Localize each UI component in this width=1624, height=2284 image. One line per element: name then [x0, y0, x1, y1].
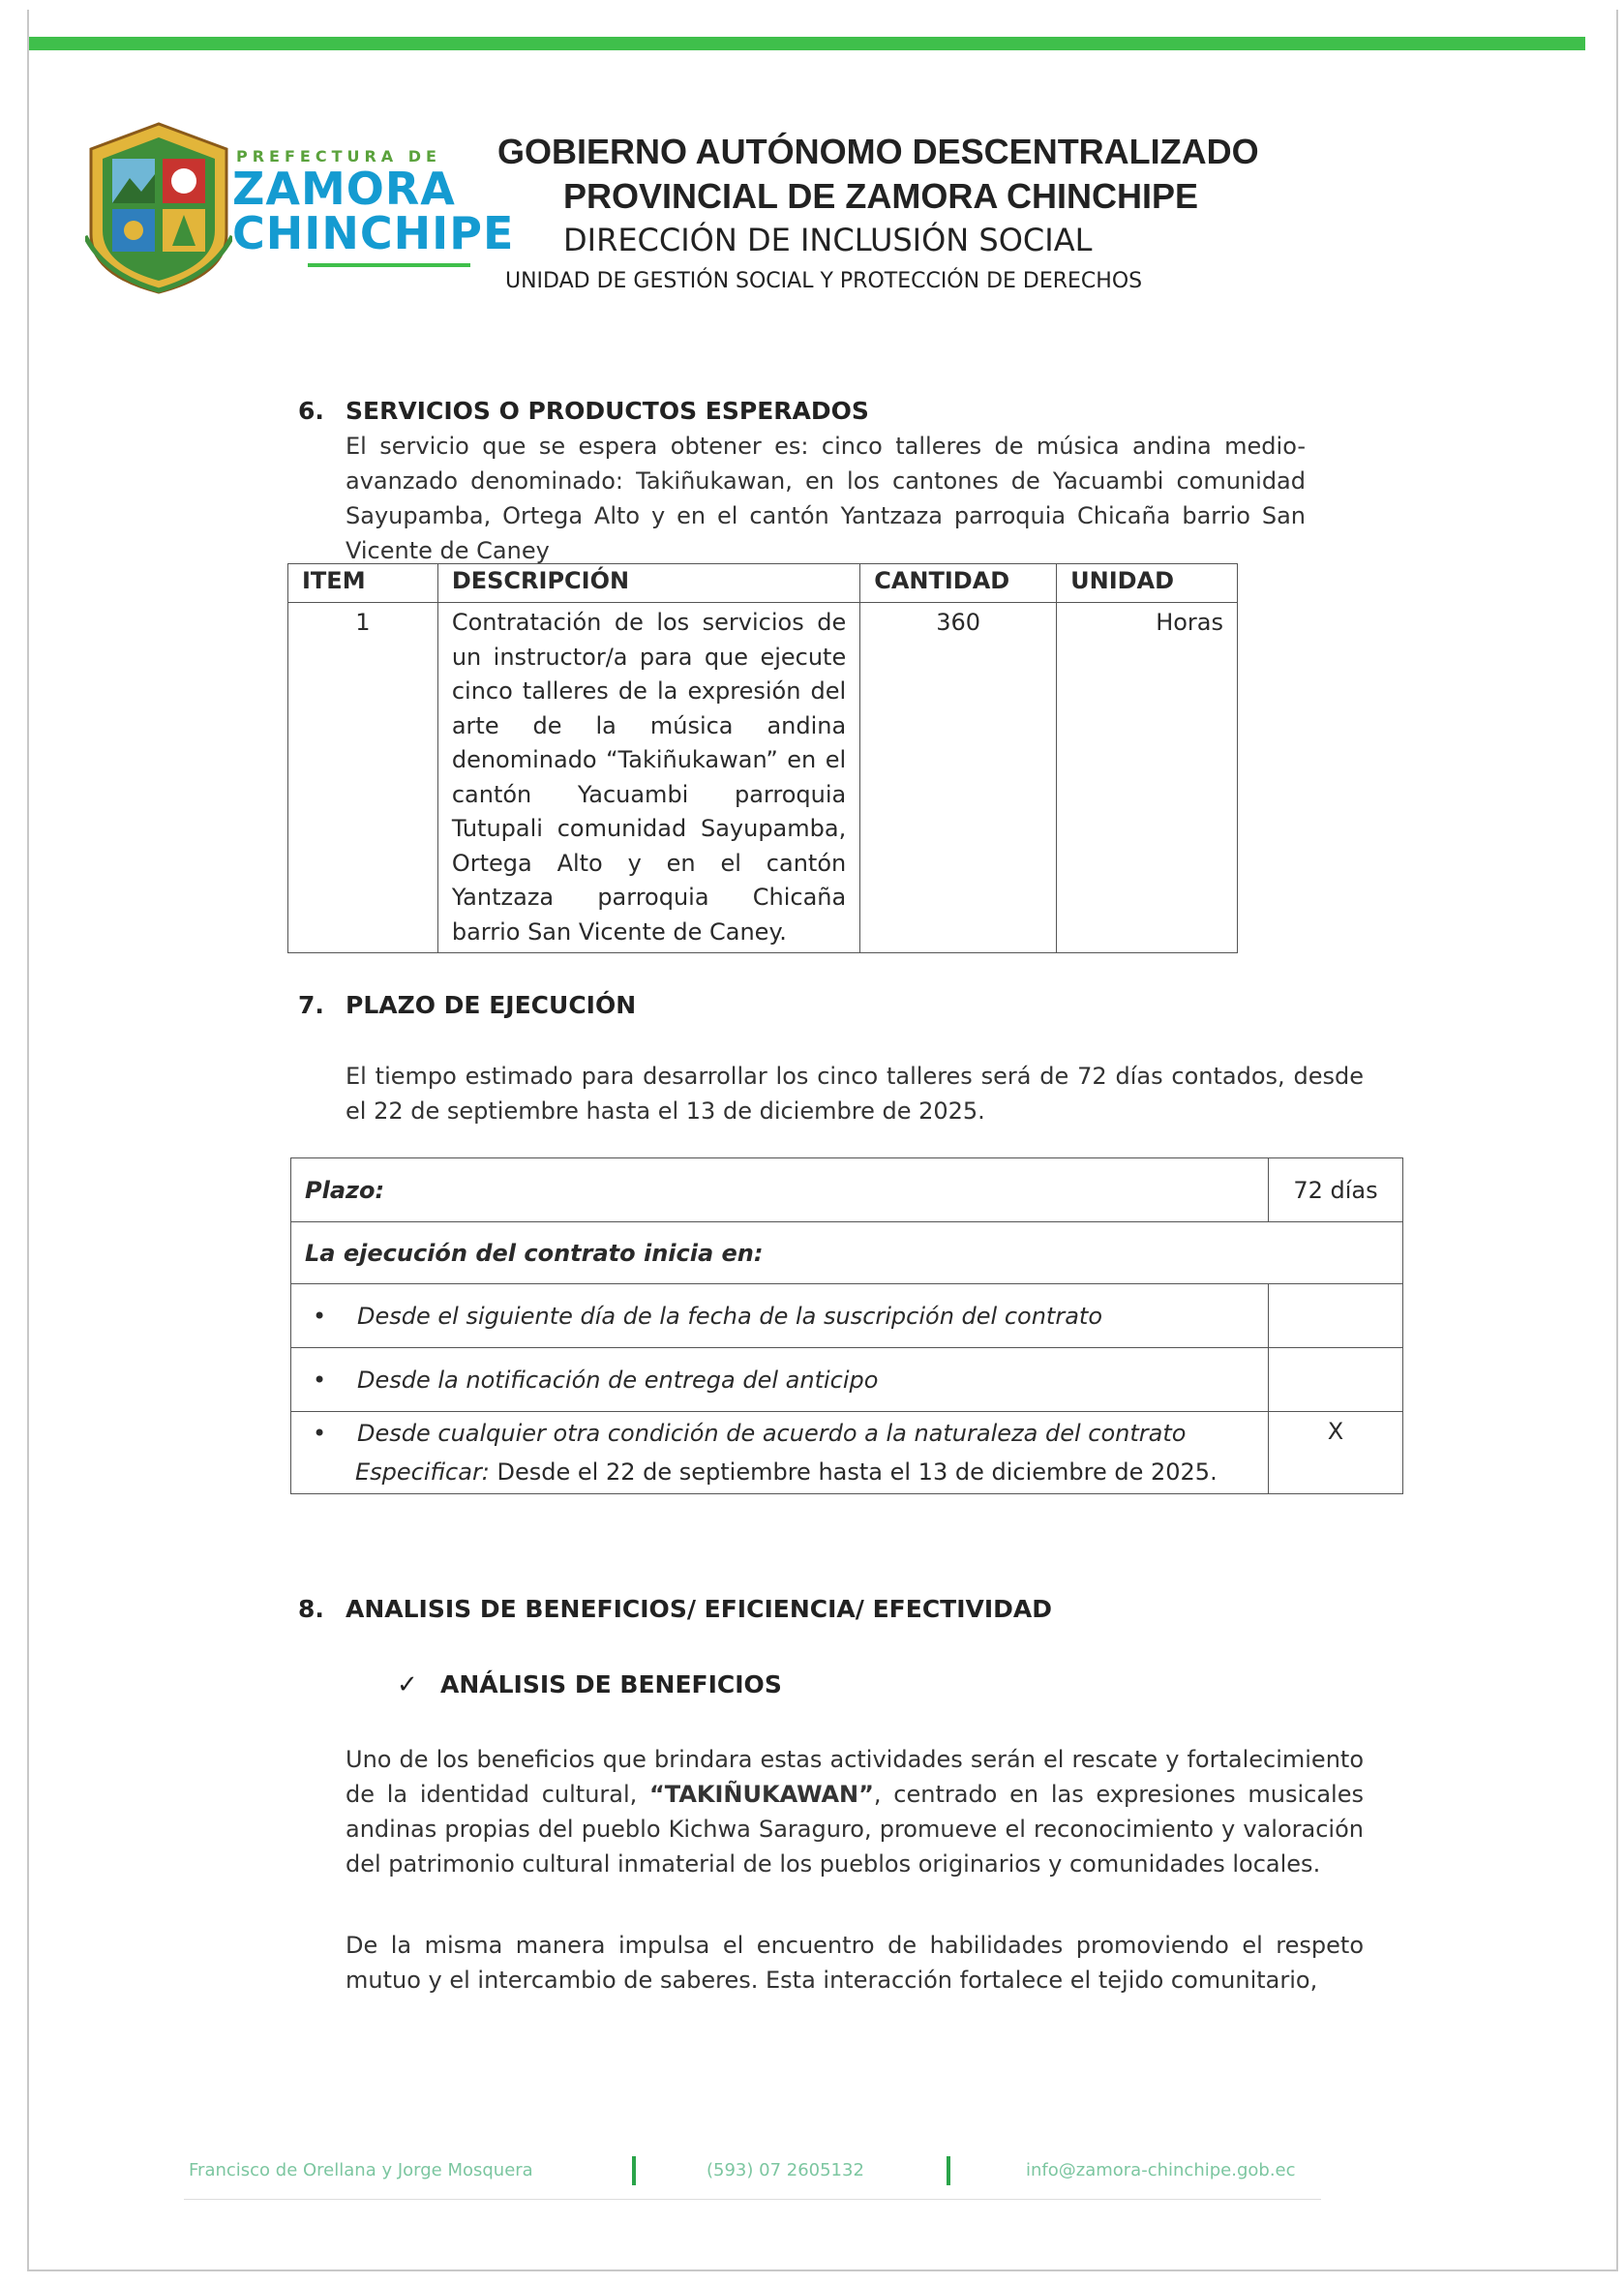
- benefits-p1-end: , centrado en las expresiones musicales andinas propias del pueblo Kichwa Saraguro, promueve el reconocimiento y valoración del patrimonio cultural inmaterial de los pueblos originarios y comunidades locales.: [346, 1781, 1364, 1878]
- bullet-icon: •: [313, 1420, 327, 1447]
- footer-address: Francisco de Orellana y Jorge Mosquera: [189, 2160, 533, 2180]
- option-1-text: Desde el siguiente día de la fecha de la suscripción del contrato: [357, 1302, 1103, 1330]
- option-3: [291, 1412, 1269, 1494]
- section7-title: PLAZO DE EJECUCIÓN: [346, 991, 637, 1019]
- header-title-line4: UNIDAD DE GESTIÓN SOCIAL Y PROTECCIÓN DE DERECHOS: [505, 269, 1143, 293]
- table-row: [288, 603, 1238, 953]
- cell-item: 1: [288, 603, 438, 953]
- header-title-line1: GOBIERNO AUTÓNOMO DESCENTRALIZADO: [497, 132, 1259, 171]
- section8-number: 8.: [298, 1595, 324, 1623]
- option-2-text: Desde la notificación de entrega del anticipo: [357, 1366, 879, 1394]
- brand-underline: [308, 263, 470, 267]
- section6-title: SERVICIOS O PRODUCTOS ESPERADOS: [346, 397, 869, 425]
- option-3-text: Desde cualquier otra condición de acuerdo a la naturaleza del contrato: [357, 1420, 1187, 1447]
- section8-title: ANALISIS DE BENEFICIOS/ EFICIENCIA/ EFECTIVIDAD: [346, 1595, 1053, 1623]
- benefits-paragraph-2: De la misma manera impulsa el encuentro de habilidades promoviendo el respeto mutuo y el intercambio de saberes. Esta interacción fortalece el tejido comunitario,: [346, 1932, 1364, 1994]
- cell-unit: Horas: [1057, 603, 1238, 953]
- footer-separator: [947, 2156, 950, 2185]
- header-description: DESCRIPCIÓN: [437, 564, 859, 603]
- section6-paragraph: El servicio que se espera obtener es: cinco talleres de música andina medio-avanzado denominado: Takiñukawan, en los cantones de Yacuambi comunidad Sayupamba, Ortega Alto y en el cantón Yantzaza parroquia Chicaña barrio San Vicente de Caney: [346, 433, 1306, 564]
- footer-email[interactable]: info@zamora-chinchipe.gob.ec: [1026, 2160, 1296, 2180]
- check-icon: ✓: [397, 1670, 418, 1699]
- header-unit: UNIDAD: [1057, 564, 1238, 603]
- option-1: [291, 1284, 1269, 1348]
- bullet-icon: •: [313, 1366, 327, 1394]
- option-2: [291, 1348, 1269, 1412]
- execution-term-table: [290, 1157, 1403, 1494]
- plazo-label: Plazo:: [291, 1158, 1269, 1222]
- footer-divider: [184, 2199, 1321, 2200]
- benefits-subtitle: ANÁLISIS DE BENEFICIOS: [440, 1670, 782, 1698]
- footer-phone: (593) 07 2605132: [707, 2160, 864, 2180]
- brand-prefix: PREFECTURA DE: [236, 147, 441, 165]
- cell-description: Contratación de los servicios de un instructor/a para que ejecute cinco talleres de la expresión del arte de la música andina denominado “Takiñukawan” en el cantón Yacuambi parroquia Tutupali comunidad Sayupamba, Ortega Alto y en el cantón Yantzaza parroquia Chicaña barrio San Vicente de Caney.: [437, 603, 859, 953]
- section6-number: 6.: [298, 397, 324, 425]
- section7-paragraph: El tiempo estimado para desarrollar los cinco talleres será de 72 días contados, desde el 22 de septiembre hasta el 13 de diciembre de 2025.: [346, 1063, 1364, 1125]
- specify-text: Desde el 22 de septiembre hasta el 13 de diciembre de 2025.: [489, 1458, 1218, 1486]
- bullet-icon: •: [313, 1302, 327, 1330]
- table-row: [291, 1284, 1403, 1348]
- services-table-header: [288, 564, 1238, 603]
- benefits-p1-highlight: “TAKIÑUKAWAN”: [649, 1781, 874, 1808]
- table-row: [291, 1158, 1403, 1222]
- table-row: [291, 1412, 1403, 1494]
- brand-name-line2: CHINCHIPE: [232, 207, 515, 259]
- inicio-label: La ejecución del contrato inicia en:: [291, 1222, 1403, 1284]
- option-3-mark: X: [1269, 1412, 1403, 1494]
- header-item: ITEM: [288, 564, 438, 603]
- footer-separator: [632, 2156, 636, 2185]
- option-1-mark: [1269, 1284, 1403, 1348]
- header-title-line2: PROVINCIAL DE ZAMORA CHINCHIPE: [563, 176, 1199, 216]
- section7-number: 7.: [298, 991, 324, 1019]
- prefecture-crest-logo: [85, 120, 232, 294]
- specify-label: Especificar:: [355, 1458, 490, 1486]
- table-row: [291, 1348, 1403, 1412]
- option-2-mark: [1269, 1348, 1403, 1412]
- services-table: [287, 563, 1238, 953]
- benefits-paragraph-1: [346, 1742, 1364, 1881]
- header-title-line3: DIRECCIÓN DE INCLUSIÓN SOCIAL: [563, 222, 1093, 258]
- benefits-p1-start: Uno de los beneficios que brindara estas actividades serán el rescate y fortalecimiento de la identidad cultural,: [346, 1746, 1364, 1808]
- plazo-value: 72 días: [1269, 1158, 1403, 1222]
- cell-quantity: 360: [860, 603, 1057, 953]
- header-quantity: CANTIDAD: [860, 564, 1057, 603]
- table-row: [291, 1222, 1403, 1284]
- header-accent-bar: [29, 37, 1585, 50]
- brand-name-line1: ZAMORA: [232, 163, 456, 215]
